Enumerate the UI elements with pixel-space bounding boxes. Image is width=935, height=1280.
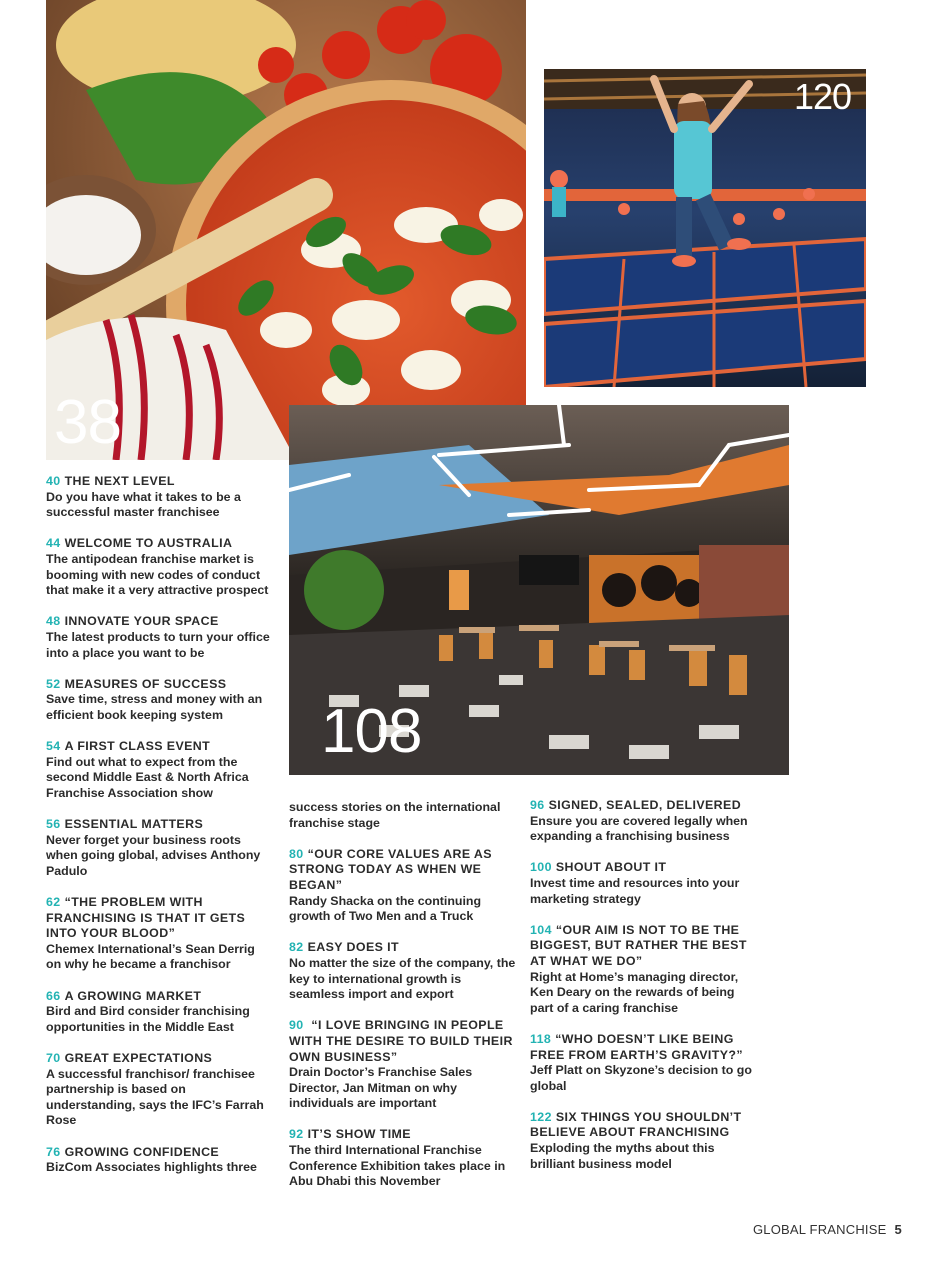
contents-entry [289,1018,517,1112]
entry-description: Exploding the myths about this brilliant business model [530,1141,715,1171]
contents-entry [289,847,517,925]
entry-description: Jeff Platt on Skyzone’s decision to go global [530,1063,752,1093]
contents-left-column [46,474,271,1191]
entry-page-number: 96 [530,798,545,812]
entry-page-number: 66 [46,988,61,1003]
entry-page-number: 54 [46,739,61,754]
entry-page-number: 118 [530,1031,552,1046]
entry-heading [46,536,271,552]
entry-heading [46,989,271,1005]
contents-middle-column [289,800,517,1205]
entry-description: Right at Home’s managing director, Ken Deary on the rewards of being part of a caring franchise [530,969,739,1015]
entry-title: A FIRST CLASS EVENT [64,739,211,754]
entry-heading [46,614,271,630]
contents-entry [530,1110,752,1172]
entry-heading [530,923,752,970]
page-label-120: 120 [794,76,852,117]
entry-heading [46,474,271,490]
contents-entry [46,1145,271,1176]
entry-description: The third International Franchise Conference Exhibition takes place in Abu Dhabi this November [289,1143,506,1189]
contents-entry [46,989,271,1036]
entry-page-number: 80 [289,846,304,861]
entry-heading [46,739,271,755]
entry-title: “OUR AIM IS NOT TO BE THE BIGGEST, BUT RATHER THE BEST AT WHAT WE DO” [530,922,747,968]
entry-description: Drain Doctor’s Franchise Sales Director, Jan Mitman on why individuals are important [289,1065,473,1111]
contents-entry [46,536,271,598]
entry-description: The antipodean franchise market is booming with new codes of conduct that make it a very attractive prospect [46,551,269,598]
entry-heading [46,1051,271,1067]
contents-entry [46,677,271,724]
entry-title: WELCOME TO AUSTRALIA [64,536,233,551]
entry-heading [530,1110,752,1141]
entry-page-number: 76 [46,1144,61,1159]
entry-heading [530,1032,752,1063]
entry-page-number: 52 [46,676,61,691]
entry-page-number: 48 [46,614,61,629]
entry-page-number: 56 [46,817,61,832]
contents-right-column [530,798,752,1188]
entry-title: “THE PROBLEM WITH FRANCHISING IS THAT IT GETS INTO YOUR BLOOD” [46,895,246,941]
entry-heading [289,847,517,894]
restaurant-photo [289,405,789,775]
entry-page-number: 92 [289,1127,304,1142]
entry-description: The latest products to turn your office into a place you want to be [46,629,270,660]
entry-heading [46,677,271,693]
entry-title: “I LOVE BRINGING IN PEOPLE WITH THE DESIRE TO BUILD THEIR OWN BUSINESS” [289,1018,513,1064]
entry-description: Chemex International’s Sean Derrig on why he became a franchisor [46,941,255,972]
entry-description: Never forget your business roots when going global, advises Anthony Padulo [46,832,261,878]
page-number: 5 [894,1222,902,1237]
contents-continuation: success stories on the international franchise stage [289,800,501,830]
entry-title: “WHO DOESN’T LIKE BEING FREE FROM EARTH’S GRAVITY?” [530,1031,743,1062]
entry-title: ESSENTIAL MATTERS [64,817,204,832]
entry-title: EASY DOES IT [307,940,399,955]
contents-entry [46,474,271,521]
entry-title: A GROWING MARKET [64,988,202,1003]
contents-entry [289,940,517,1002]
entry-page-number: 82 [289,940,304,955]
entry-description: Randy Shacka on the continuing growth of Two Men and a Truck [289,893,482,924]
entry-heading [46,895,271,942]
entry-title: INNOVATE YOUR SPACE [64,614,219,629]
contents-entry [530,860,752,907]
contents-entry [46,895,271,973]
entry-description: Save time, stress and money with an efficient book keeping system [46,692,263,722]
entry-page-number: 40 [46,474,61,488]
contents-entry [530,798,752,845]
contents-entry [46,614,271,661]
entry-title: GREAT EXPECTATIONS [64,1050,213,1065]
page-label-108: 108 [321,697,422,766]
entry-heading [530,798,752,814]
entry-description: A successful franchisor/ franchisee partnership is based on understanding, says the IFC’s Farrah Rose [46,1066,264,1128]
page-footer [753,1222,902,1237]
publication-name: GLOBAL FRANCHISE [753,1222,887,1237]
entry-description: No matter the size of the company, the key to international growth is seamless import and export [289,955,516,1002]
contents-entry [289,1127,517,1189]
entry-title: SHOUT ABOUT IT [555,860,667,875]
entry-title: “OUR CORE VALUES ARE AS STRONG TODAY AS WHEN WE BEGAN” [289,846,492,892]
contents-entry [46,817,271,879]
contents-entry [530,923,752,1017]
page-label-38: 38 [54,388,121,457]
contents-entry [530,1032,752,1094]
entry-description: Ensure you are covered legally when expanding a franchising business [530,813,748,844]
entry-page-number: 44 [46,536,61,551]
entry-page-number: 62 [46,895,61,910]
entry-title: THE NEXT LEVEL [64,474,175,488]
pizza-photo [46,0,526,460]
contents-entry [46,739,271,801]
entry-description: Invest time and resources into your marketing strategy [530,875,740,906]
entry-heading [289,1018,517,1065]
entry-description: Find out what to expect from the second Middle East & North Africa Franchise Association show [46,754,249,800]
entry-title: MEASURES OF SUCCESS [64,676,227,691]
entry-description: Do you have what it takes to be a successful master franchisee [46,489,241,520]
entry-heading [530,860,752,876]
entry-title: GROWING CONFIDENCE [64,1144,220,1159]
entry-title: SIX THINGS YOU SHOULDN’T BELIEVE ABOUT FRANCHISING [530,1109,742,1140]
entry-title: SIGNED, SEALED, DELIVERED [548,798,742,812]
trampoline-photo [544,69,866,387]
entry-description: BizCom Associates highlights three [46,1160,257,1175]
entry-title: IT’S SHOW TIME [307,1127,411,1142]
entry-heading [289,1127,517,1143]
entry-page-number: 90 [289,1018,304,1033]
entry-heading [289,940,517,956]
contents-entry [46,1051,271,1129]
entry-page-number: 100 [530,860,552,875]
entry-page-number: 70 [46,1050,61,1065]
entry-heading [46,817,271,833]
entry-page-number: 122 [530,1109,552,1124]
entry-description: Bird and Bird consider franchising opportunities in the Middle East [46,1004,250,1034]
entry-page-number: 104 [530,922,552,937]
entry-heading [46,1145,271,1161]
